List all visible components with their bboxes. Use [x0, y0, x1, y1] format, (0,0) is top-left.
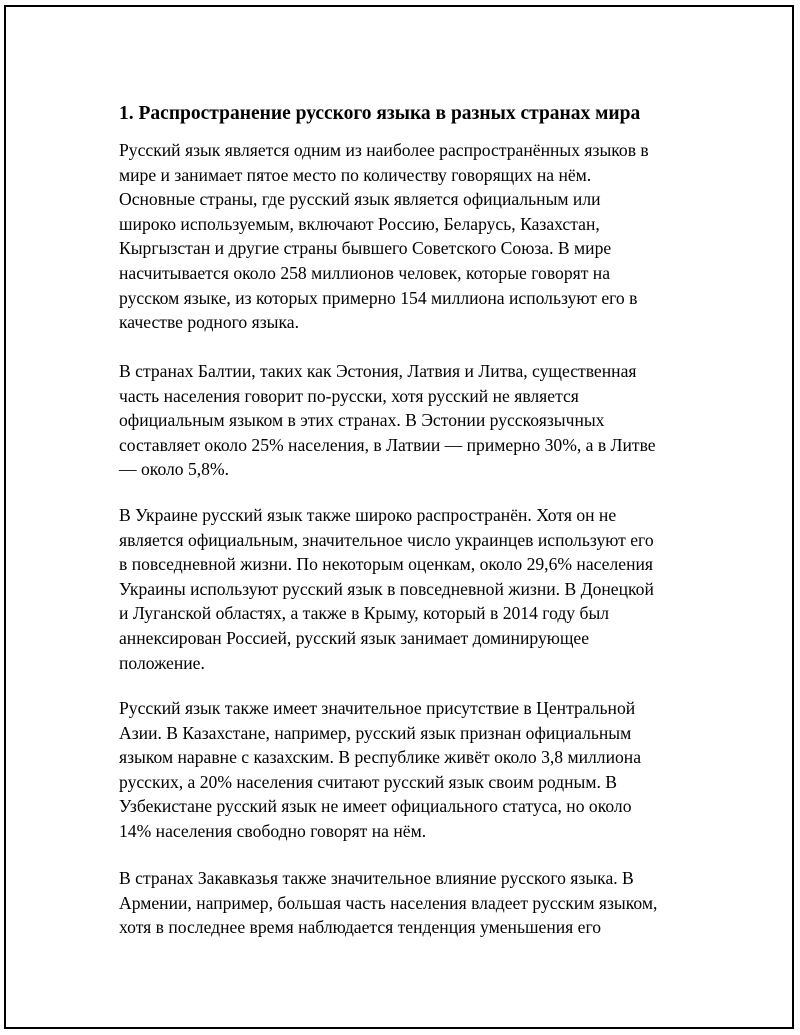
text-line: Армении, например, большая часть населения владеет русским языком,	[119, 892, 658, 913]
text-line: Украины используют русский язык в повседневной жизни. В Донецкой	[119, 578, 654, 599]
text-line: Кыргызстан и другие страны бывшего Советского Союза. В мире	[119, 238, 612, 259]
text-line: официальным языком в этих странах. В Эстонии русскоязычных	[119, 410, 605, 431]
text-line: аннексирован Россией, русский язык занимает доминирующее	[119, 627, 590, 648]
text-line: Русский язык является одним из наиболее распространённых языков в	[119, 140, 649, 160]
text-line: Азии. В Казахстане, например, русский язык признан официальным	[119, 722, 632, 743]
paragraph-2	[119, 359, 656, 482]
text-line: В Украине русский язык также широко распространён. Хотя он не	[119, 505, 617, 525]
text-line: качестве родного языка.	[119, 312, 299, 333]
text-line: мире и занимает пятое место по количеству говорящих на нём.	[119, 164, 592, 185]
text-line: Русский язык также имеет значительное присутствие в Центральной	[119, 698, 636, 718]
text-line: и Луганской областях, а также в Крыму, который в 2014 году был	[119, 603, 610, 624]
text-line: русском языке, из которых примерно 154 миллиона используют его в	[119, 287, 638, 308]
text-line: составляет около 25% населения, в Латвии — примерно 30%, а в Литве	[119, 434, 656, 455]
text-line: В странах Балтии, таких как Эстония, Латвия и Литва, существенная	[119, 361, 637, 381]
text-line: русских, а 20% населения считают русский язык своим родным. В	[119, 771, 618, 792]
paragraph-4	[119, 696, 641, 844]
text-line: 14% населения свободно говорят на нём.	[119, 820, 427, 841]
text-line: часть населения говорит по-русски, хотя русский не является	[119, 385, 579, 406]
text-line: в повседневной жизни. По некоторым оценкам, около 29,6% населения	[119, 554, 653, 575]
text-line: В странах Закавказья также значительное влияние русского языка. В	[119, 868, 634, 888]
section-heading: 1. Распространение русского языка в разных странах мира	[119, 103, 641, 124]
paragraph-3	[119, 503, 654, 675]
text-line: Основные страны, где русский язык является официальным или	[119, 189, 601, 210]
text-line: Узбекистане русский язык не имеет официального статуса, но около	[119, 796, 632, 817]
text-line: — около 5,8%.	[119, 459, 230, 480]
text-line: хотя в последнее время наблюдается тенденция уменьшения его	[119, 917, 602, 938]
text-line: широко используемым, включают Россию, Беларусь, Казахстан,	[119, 213, 600, 234]
text-line: языком наравне с казахским. В республике живёт около 3,8 миллиона	[119, 747, 642, 768]
page-frame	[4, 5, 794, 1029]
paragraph-1	[119, 138, 649, 335]
paragraph-5	[119, 866, 657, 940]
text-line: насчитывается около 258 миллионов человек, которые говорят на	[119, 262, 611, 283]
text-line: положение.	[119, 652, 205, 673]
text-line: является официальным, значительное число украинцев используют его	[119, 529, 654, 550]
